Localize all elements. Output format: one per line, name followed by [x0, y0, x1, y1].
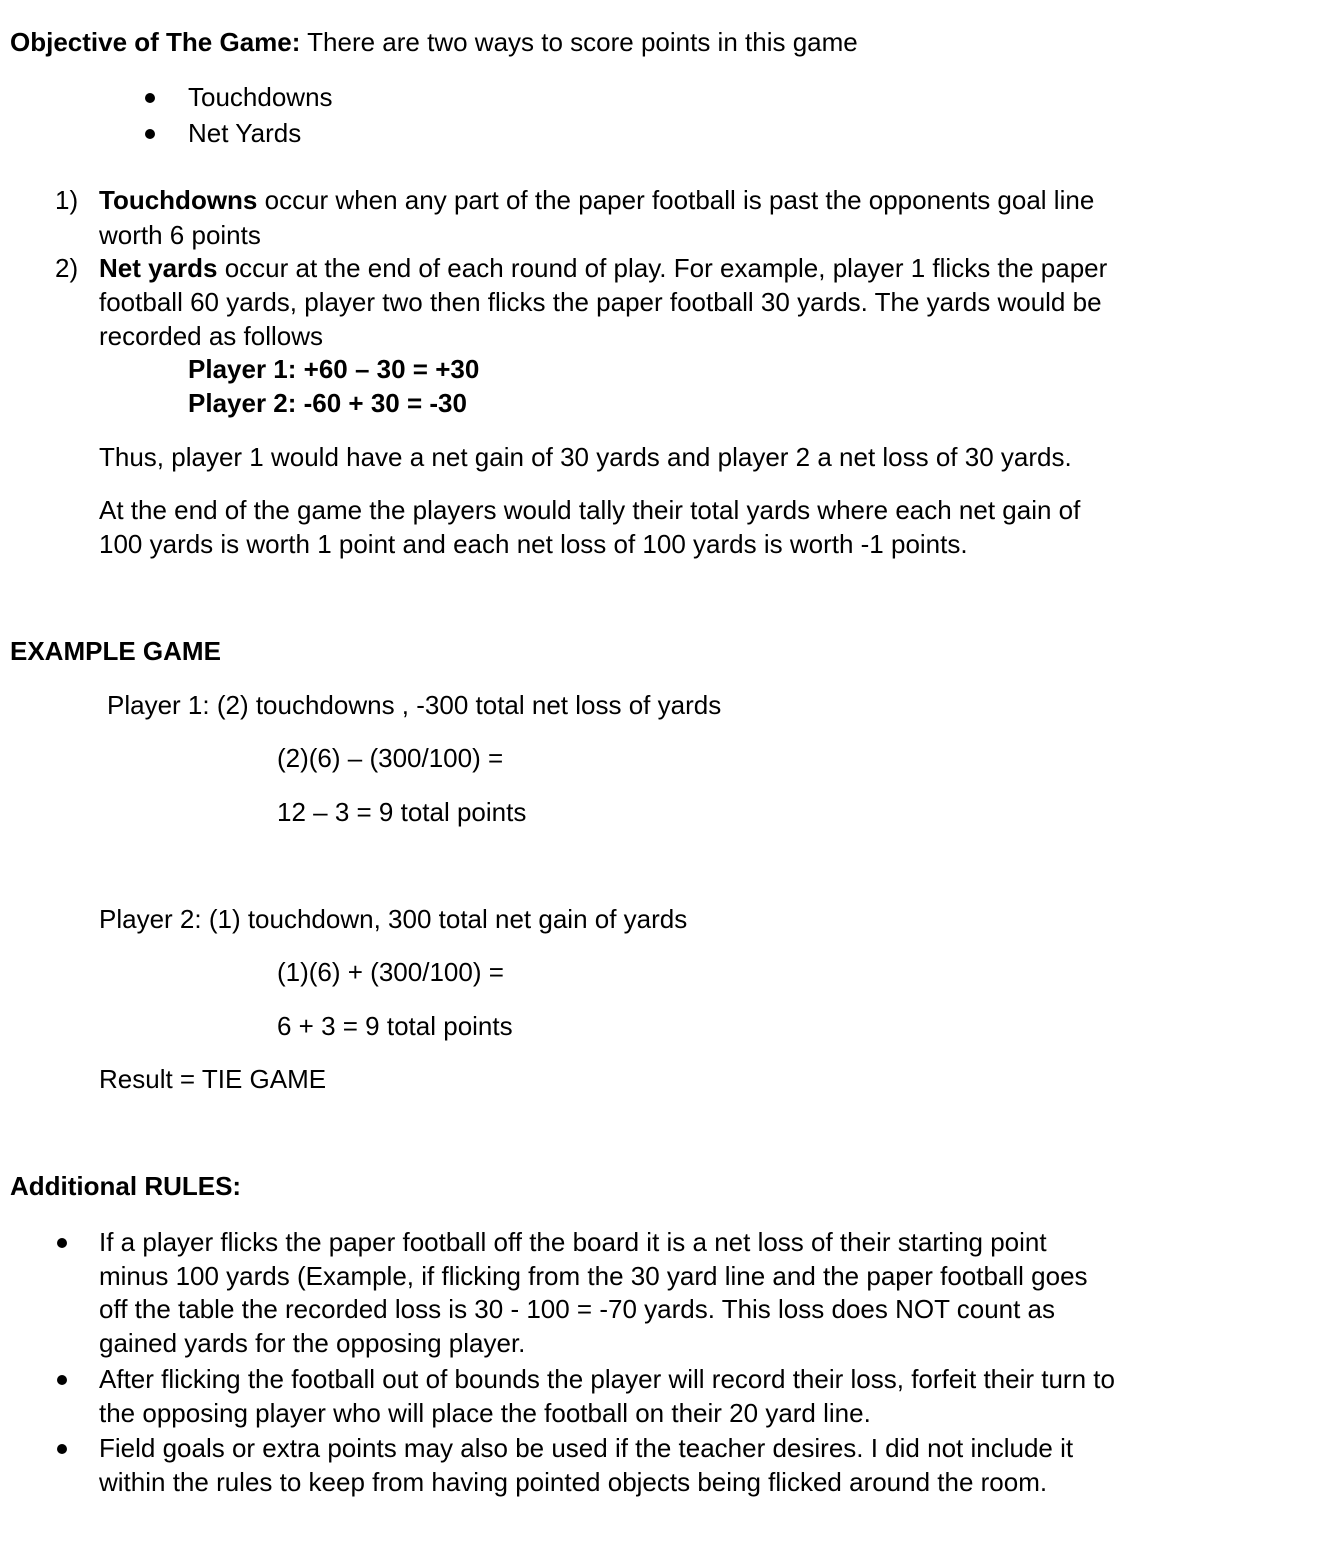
bullet-icon	[57, 1375, 67, 1385]
additional-rule-text: gained yards for the opposing player.	[99, 1328, 526, 1358]
bullet-icon	[57, 1444, 67, 1454]
additional-rule-text: within the rules to keep from having pointed objects being flicked around the room.	[99, 1467, 1048, 1497]
rule-text: recorded as follows	[99, 321, 323, 351]
bullet-icon	[145, 93, 155, 103]
objective-intro: There are two ways to score points in this game	[300, 27, 858, 57]
additional-rule-text: If a player flicks the paper football off the board it is a net loss of their starting point	[99, 1227, 1047, 1257]
rule-touchdowns-line	[99, 185, 1094, 215]
rule-term: Net yards	[99, 253, 218, 283]
calc-line: Player 2: -60 + 30 = -30	[188, 388, 467, 418]
rule-text: occur at the end of each round of play. For example, player 1 flicks the paper	[217, 253, 1108, 283]
result-line: Result = TIE GAME	[99, 1064, 327, 1094]
additional-rule-text: minus 100 yards (Example, if flicking from the 30 yard line and the paper football goes	[99, 1261, 1088, 1291]
rule-text: football 60 yards, player two then flicks the paper football 30 yards. The yards would be	[99, 287, 1102, 317]
bullet-icon	[57, 1238, 67, 1248]
bullet-icon	[145, 129, 155, 139]
objective-heading: Objective of The Game:	[10, 27, 301, 57]
tally-paragraph: 100 yards is worth 1 point and each net loss of 100 yards is worth -1 points.	[99, 529, 968, 559]
way-item: Net Yards	[188, 118, 302, 148]
player2-total: 6 + 3 = 9 total points	[277, 1011, 513, 1041]
rule-number: 2)	[55, 253, 79, 283]
player1-calc: (2)(6) – (300/100) =	[277, 743, 504, 773]
player1-summary: Player 1: (2) touchdowns , -300 total net loss of yards	[107, 690, 722, 720]
additional-rule-text: Field goals or extra points may also be used if the teacher desires. I did not include it	[99, 1433, 1074, 1463]
additional-rule-text: After flicking the football out of bounds the player will record their loss, forfeit their turn to	[99, 1364, 1115, 1394]
example-heading: EXAMPLE GAME	[10, 636, 221, 666]
way-item: Touchdowns	[188, 82, 333, 112]
rule-text: worth 6 points	[99, 220, 261, 250]
rule-net-yards-line	[99, 253, 1107, 283]
tally-paragraph: At the end of the game the players would tally their total yards where each net gain of	[99, 495, 1081, 525]
additional-heading: Additional RULES:	[10, 1171, 242, 1201]
additional-rule-text: the opposing player who will place the football on their 20 yard line.	[99, 1398, 871, 1428]
calc-line: Player 1: +60 – 30 = +30	[188, 354, 480, 384]
rule-number: 1)	[55, 185, 79, 215]
thus-paragraph: Thus, player 1 would have a net gain of 30 yards and player 2 a net loss of 30 yards.	[99, 442, 1072, 472]
player2-calc: (1)(6) + (300/100) =	[277, 957, 504, 987]
objective-line	[10, 27, 858, 57]
rule-text: occur when any part of the paper football is past the opponents goal line	[257, 185, 1095, 215]
rule-term: Touchdowns	[99, 185, 258, 215]
additional-rule-text: off the table the recorded loss is 30 - 100 = -70 yards. This loss does NOT count as	[99, 1294, 1056, 1324]
player2-summary: Player 2: (1) touchdown, 300 total net gain of yards	[99, 904, 688, 934]
player1-total: 12 – 3 = 9 total points	[277, 797, 527, 827]
